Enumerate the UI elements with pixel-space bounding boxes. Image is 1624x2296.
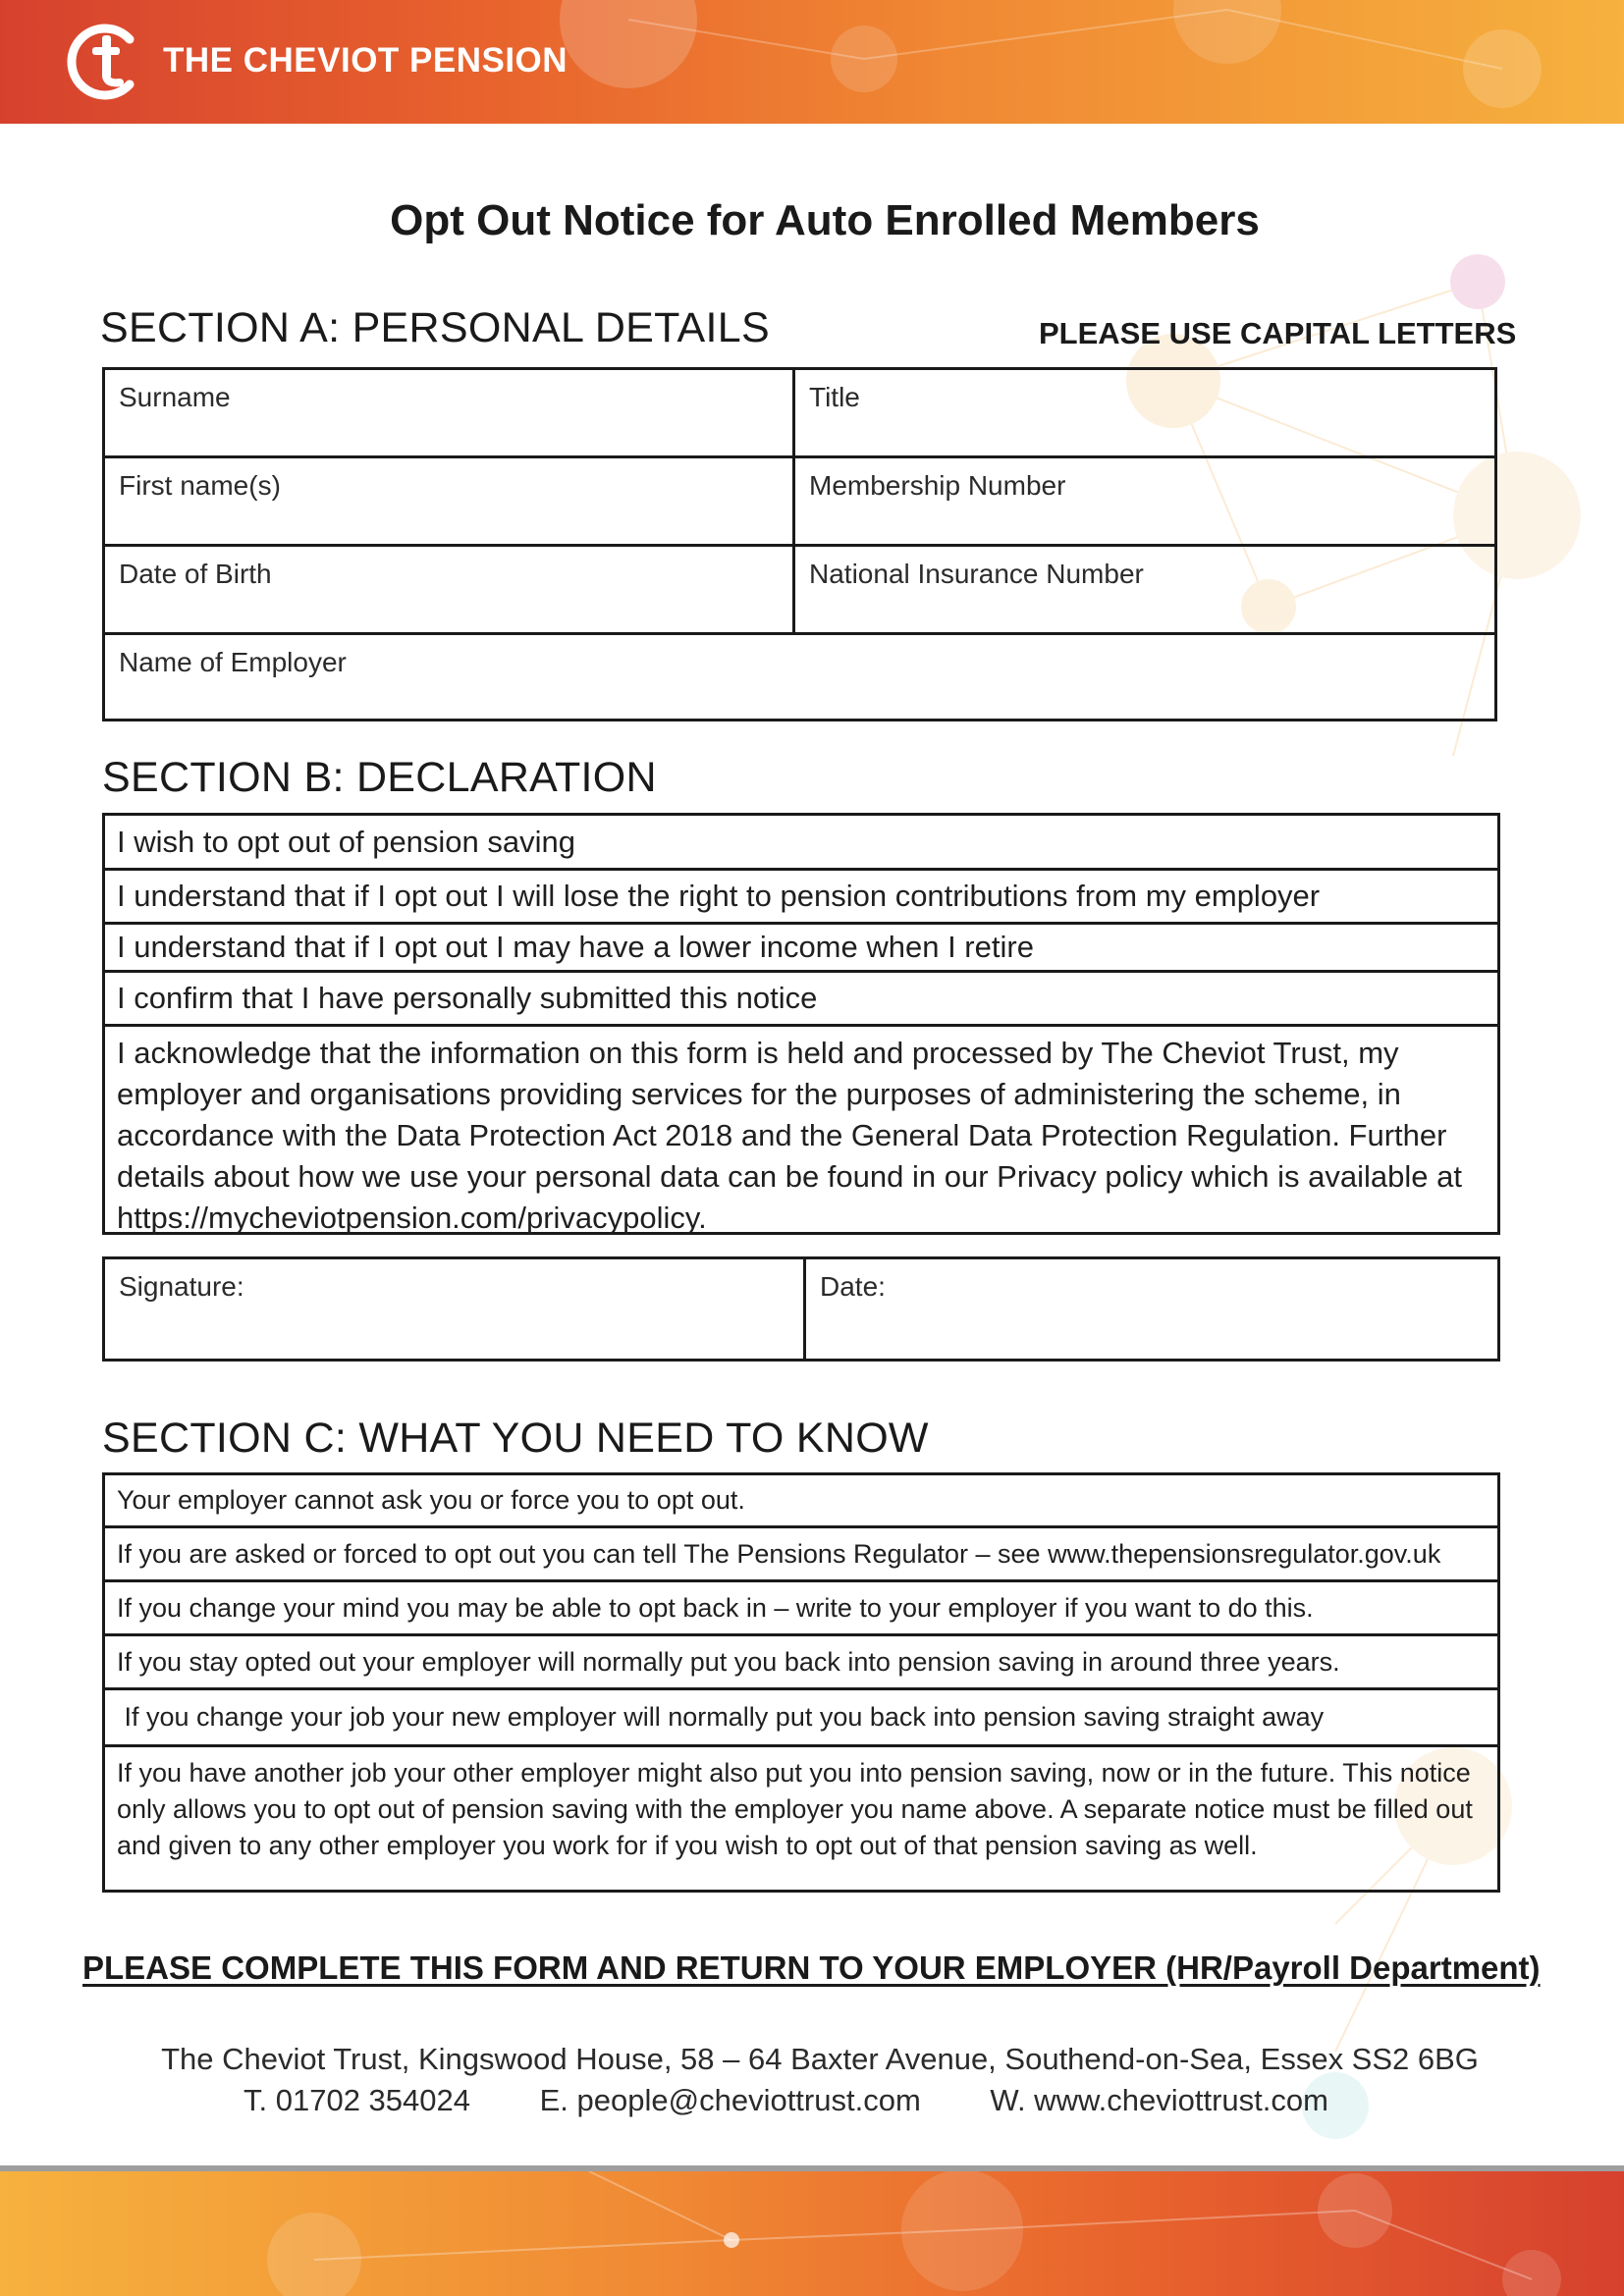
date-label: Date: (820, 1271, 886, 1302)
date-of-birth-field[interactable] (105, 547, 792, 632)
info-item: Your employer cannot ask you or force you to opt out. (117, 1485, 745, 1515)
phone-number: T. 01702 354024 (244, 2083, 470, 2117)
title-field[interactable] (795, 370, 1494, 455)
date-field[interactable] (806, 1259, 1497, 1359)
brand-name: THE CHEVIOT PENSION (163, 41, 568, 80)
website-link[interactable]: W. www.cheviottrust.com (990, 2083, 1328, 2117)
header-banner (0, 0, 1624, 124)
ni-number-label: National Insurance Number (809, 559, 1144, 589)
declaration-item: I confirm that I have personally submitted this notice (117, 981, 818, 1015)
info-item: If you change your job your new employer will normally put you back into pension saving straight away (117, 1702, 1325, 1732)
title-label: Title (809, 382, 860, 412)
date-of-birth-label: Date of Birth (119, 559, 272, 589)
data-protection-acknowledgement: I acknowledge that the information on this form is held and processed by The Cheviot Trust, my employer and organisations providing services for the purposes of administering the scheme, in accordance with the Data Protection Act 2018 and the General Data Protection Regulation. Further details about how we use your personal data can be found in our Privacy policy which is available at https://mycheviotpension.com/privacypolicy. (117, 1036, 1462, 1235)
info-item: If you have another job your other employer might also put you into pension saving, now or in the future. This notice only allows you to opt out of pension saving with the employer you name above. A separate notice must be filled out and given to any other employer you work for if you wish to opt out of that pension saving as well. (117, 1758, 1473, 1860)
signature-table (102, 1256, 1500, 1362)
cheviot-ct-logo-icon (65, 22, 145, 102)
footer-banner (0, 2171, 1624, 2296)
declaration-table (102, 813, 1500, 1235)
declaration-item: I understand that if I opt out I will lose the right to pension contributions from my employer (117, 879, 1321, 913)
section-c-heading: SECTION C: WHAT YOU NEED TO KNOW (102, 1415, 929, 1462)
capital-letters-note: PLEASE USE CAPITAL LETTERS (1039, 316, 1517, 350)
employer-label: Name of Employer (119, 647, 347, 677)
section-a-heading: SECTION A: PERSONAL DETAILS (100, 304, 770, 351)
declaration-item: I wish to opt out of pension saving (117, 824, 576, 859)
email-address[interactable]: E. people@cheviottrust.com (539, 2083, 921, 2117)
first-names-field[interactable] (105, 458, 792, 544)
employer-field[interactable] (105, 635, 1494, 719)
membership-number-label: Membership Number (809, 470, 1066, 501)
ni-number-field[interactable] (795, 547, 1494, 632)
postal-address: The Cheviot Trust, Kingswood House, 58 – 64 Baxter Avenue, Southend-on-Sea, Essex SS2 6BG (161, 2042, 1479, 2076)
info-item: If you change your mind you may be able to opt back in – write to your employer if you want to do this. (117, 1592, 1314, 1623)
info-item: If you stay opted out your employer will normally put you back into pension saving in around three years. (117, 1646, 1340, 1677)
membership-number-field[interactable] (795, 458, 1494, 544)
contact-details (244, 2083, 1389, 2118)
declaration-item: I understand that if I opt out I may have a lower income when I retire (117, 930, 1034, 964)
first-names-label: First name(s) (119, 470, 281, 501)
return-instruction: PLEASE COMPLETE THIS FORM AND RETURN TO YOUR EMPLOYER (HR/Payroll Department) (82, 1949, 1541, 1986)
what-you-need-to-know-table (102, 1472, 1500, 1893)
surname-label: Surname (119, 382, 231, 412)
page-title: Opt Out Notice for Auto Enrolled Members (390, 196, 1260, 244)
info-item: If you are asked or forced to opt out you can tell The Pensions Regulator – see www.thepensionsregulator.gov.uk (117, 1538, 1441, 1569)
signature-label: Signature: (119, 1271, 244, 1302)
footer-banner-decoration (0, 2171, 1624, 2296)
signature-field[interactable] (105, 1259, 803, 1359)
surname-field[interactable] (105, 370, 792, 455)
section-b-heading: SECTION B: DECLARATION (102, 754, 657, 801)
personal-details-table (102, 367, 1497, 721)
